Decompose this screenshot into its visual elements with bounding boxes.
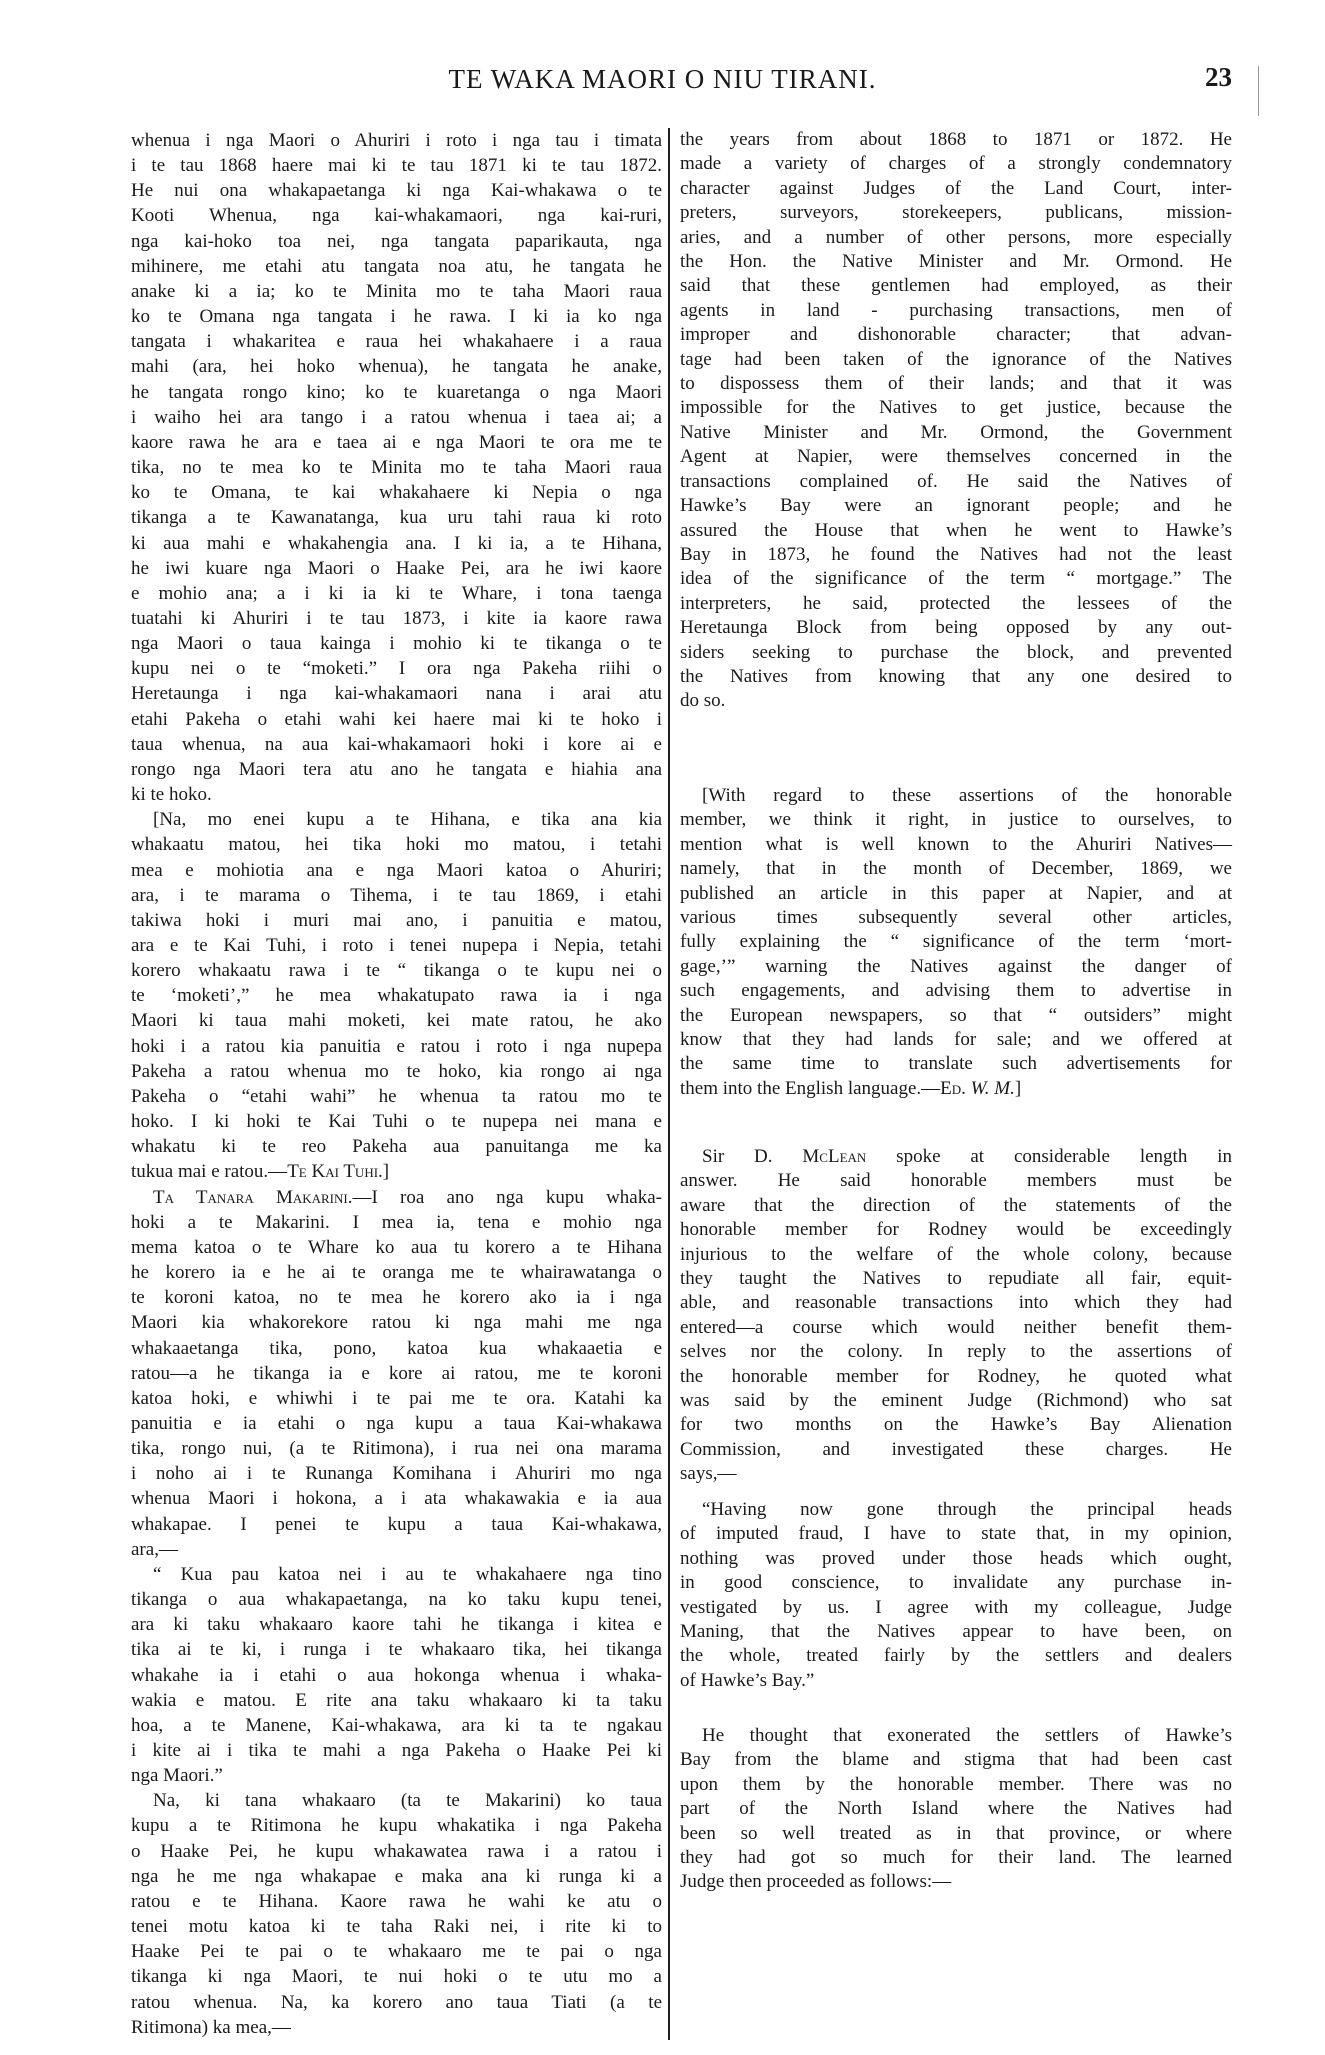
text-line: whakaaetanga tika, pono, katoa kua whakaaetia e bbox=[131, 1337, 662, 1359]
text-line: Hawke’s Bay were an ignorant people; and he bbox=[680, 495, 1232, 517]
text-line: hoki i a ratou kia panuitia e ratou i roto i nga nupepa bbox=[131, 1035, 662, 1057]
text-line: in good conscience, to invalidate any purchase in- bbox=[680, 1572, 1232, 1594]
text-line: was said by the eminent Judge (Richmond) who sat bbox=[680, 1390, 1232, 1412]
text-line: hoki a te Makarini. I mea ia, tena e mohio nga bbox=[131, 1211, 662, 1233]
text-line: fully explaining the “ significance of the term ‘mort- bbox=[680, 931, 1232, 953]
text-line: ko te Omana, te kai whakahaere ki Nepia o nga bbox=[131, 482, 662, 504]
scan-edge-mark bbox=[1258, 66, 1259, 116]
text-line: ara, i te marama o Tihema, i te tau 1869, i etahi bbox=[131, 884, 662, 906]
column-divider bbox=[668, 128, 670, 2040]
text-line: “Having now gone through the principal heads bbox=[702, 1499, 1232, 1520]
text-line: whakaatu matou, hei tika hoki mo matou, i tetahi bbox=[131, 834, 662, 856]
text-line: the Hon. the Native Minister and Mr. Ormond. He bbox=[680, 251, 1232, 273]
text-line: He thought that exonerated the settlers of Hawke’s bbox=[702, 1725, 1232, 1746]
text-line: of Hawke’s Bay.” bbox=[680, 1669, 815, 1691]
text-line: etahi Pakeha o etahi wahi kei haere mai ki te hoko i bbox=[131, 708, 662, 730]
text-line: tikanga a te Kawanatanga, kua uru tahi raua ki roto bbox=[131, 507, 662, 529]
right-paragraph-5 bbox=[680, 1724, 1232, 1895]
text-line: Kooti Whenua, nga kai-whakamaori, nga kai-ruri, bbox=[131, 205, 662, 227]
text-segment: Te Kai Tuhi. bbox=[287, 1161, 383, 1183]
text-line: upon them by the honorable member. There was no bbox=[680, 1773, 1232, 1795]
text-line: part of the North Island where the Natives had bbox=[680, 1798, 1232, 1820]
text-line: Maori kia whakorekore ratou ki nga mahi me nga bbox=[131, 1312, 662, 1334]
text-line: they taught the Natives to repudiate all fair, equit- bbox=[680, 1268, 1232, 1290]
text-line: nga kai-hoko toa nei, nga tangata paparikauta, nga bbox=[131, 230, 662, 252]
text-line: tika, rongo nui, (a te Ritimona), i rua nei ona marama bbox=[131, 1438, 662, 1460]
text-line: says,— bbox=[680, 1463, 737, 1485]
text-line: mihinere, me etahi atu tangata noa atu, he tangata he bbox=[131, 255, 662, 277]
text-line: Pakeha o “etahi wahi” he whenua ta ratou mo te bbox=[131, 1085, 662, 1107]
text-line: Maning, that the Natives appear to have been, on bbox=[680, 1621, 1232, 1643]
text-line: nga he me nga whakapae e maka ana ki runga ki a bbox=[131, 1865, 662, 1887]
text-line: selves nor the colony. In reply to the assertions of bbox=[680, 1341, 1232, 1363]
text-line: hoko. I ki hoki te Kai Tuhi o te nupepa nei mana e bbox=[131, 1111, 662, 1133]
text-line: Agent at Napier, were themselves concerned in the bbox=[680, 446, 1232, 468]
text-line: improper and dishonorable character; that advan- bbox=[680, 324, 1232, 346]
text-line: ara ki taku whakaaro kaore tahi he tikanga i kitea e bbox=[131, 1614, 662, 1636]
text-line: able, and reasonable transactions into which they had bbox=[680, 1292, 1232, 1314]
right-paragraph-1 bbox=[680, 128, 1232, 714]
text-line: tage had been taken of the ignorance of the Natives bbox=[680, 348, 1232, 370]
text-line: Native Minister and Mr. Ormond, the Government bbox=[680, 421, 1232, 443]
text-line: know that they had lands for sale; and we offered at bbox=[680, 1029, 1232, 1051]
text-line: ki te hoko. bbox=[131, 784, 212, 806]
left-column-maori-text bbox=[131, 128, 662, 2040]
text-line: [Na, mo enei kupu a te Hihana, e tika ana kia bbox=[153, 809, 662, 831]
right-paragraph-4 bbox=[680, 1498, 1232, 1693]
text-line: transactions complained of. He said the Natives of bbox=[680, 470, 1232, 492]
text-line: whenua Maori i hokona, a i ata whakawakia e ia aua bbox=[131, 1488, 662, 1510]
text-line: idea of the significance of the term “ mortgage.” The bbox=[680, 568, 1232, 590]
text-line: ratou—a he tikanga ia e kore ai ratou, me te koroni bbox=[131, 1362, 662, 1384]
text-line: the same time to translate such advertisements for bbox=[680, 1053, 1232, 1075]
text-line: ratou whenua. Na, ka korero ano taua Tiati (a te bbox=[131, 1991, 662, 2013]
text-line: answer. He said honorable members must be bbox=[680, 1170, 1232, 1192]
text-line: been so well treated as in that province, or where bbox=[680, 1822, 1232, 1844]
text-line: tika ai te ki, i runga i te whakaaro tika, hei tikanga bbox=[131, 1639, 662, 1661]
text-line: mahi (ara, hei hoko whenua), he tangata he anake, bbox=[131, 356, 662, 378]
text-line: kaore rawa he ara e taea ai e nga Maori te ora me te bbox=[131, 431, 662, 453]
text-line: assured the House that when he went to Hawke’s bbox=[680, 519, 1232, 541]
text-line: nga Maori.” bbox=[131, 1765, 223, 1787]
text-line: ratou e te Hihana. Kaore rawa he wahi ke atu o bbox=[131, 1890, 662, 1912]
text-line: kupu nei o te “moketi.” I ora nga Pakeha riihi o bbox=[131, 658, 662, 680]
text-segment: spoke at considerable length in bbox=[866, 1146, 1232, 1167]
text-line: ki aua mahi e whakahengia ana. I ki ia, a te Hihana, bbox=[131, 532, 662, 554]
text-line: Na, ki tana whakaaro (ta te Makarini) ko taua bbox=[153, 1790, 662, 1812]
text-segment: McLean bbox=[802, 1146, 867, 1167]
text-line: e mohio ana; a i ki ia ki te Whare, i tona taenga bbox=[131, 582, 662, 604]
text-line: ara,— bbox=[131, 1538, 178, 1560]
text-line: Ritimona) ka mea,— bbox=[131, 2016, 291, 2038]
text-line: he korero ia e he ai te oranga me te whairawatanga o bbox=[131, 1262, 662, 1284]
text-line: the European newspapers, so that “ outsiders” might bbox=[680, 1004, 1232, 1026]
text-line: [With regard to these assertions of the honorable bbox=[702, 785, 1232, 806]
text-segment: them into the English language.— bbox=[680, 1077, 941, 1099]
text-line: “ Kua pau katoa nei i au te whakahaere nga tino bbox=[153, 1563, 662, 1585]
text-line: tika, no te mea ko te Minita mo te taha Maori raua bbox=[131, 457, 662, 479]
text-line: Bay in 1873, he found the Natives had not the least bbox=[680, 543, 1232, 565]
text-line: the years from about 1868 to 1871 or 1872. He bbox=[680, 129, 1232, 150]
text-line: said that these gentlemen had employed, as their bbox=[680, 275, 1232, 297]
text-line: Pakeha a ratou whenua mo te hoko, kia rongo ai nga bbox=[131, 1060, 662, 1082]
text-line: Judge then proceeded as follows:— bbox=[680, 1871, 952, 1893]
text-line: o Haake Pei, he kupu whakawatea rawa i a ratou i bbox=[131, 1840, 662, 1862]
text-line: whenua i nga Maori o Ahuriri i roto i nga tau i timata bbox=[131, 130, 662, 151]
text-line: Commission, and investigated these charges. He bbox=[680, 1438, 1232, 1460]
text-line: honorable member for Rodney would be exceedingly bbox=[680, 1219, 1232, 1241]
text-line: whakapae. I penei te kupu a taua Kai-whakawa, bbox=[131, 1513, 662, 1535]
text-line: injurious to the welfare of the whole colony, because bbox=[680, 1243, 1232, 1265]
text-line: they had got so much for their land. The learned bbox=[680, 1847, 1232, 1869]
text-line: ara e te Kai Tuhi, i roto i tenei nupepa i Nepia, tetahi bbox=[131, 935, 662, 956]
text-line: whakahe ia i etahi o aua hokonga whenua i whaka- bbox=[131, 1664, 662, 1686]
text-line: of imputed fraud, I have to state that, in my opinion, bbox=[680, 1523, 1232, 1545]
text-segment: ] bbox=[382, 1161, 390, 1183]
page-number: 23 bbox=[1205, 62, 1232, 92]
text-line: rongo nga Maori tera atu ano he tangata e hiahia ana bbox=[131, 758, 662, 780]
text-line: such engagements, and advising them to advertise in bbox=[680, 980, 1232, 1002]
text-line: whakatu ki te reo Pakeha aua panuitanga me ka bbox=[131, 1136, 662, 1158]
text-line: wakia e matou. E rite ana taku whakaaro ki ta taku bbox=[131, 1689, 662, 1711]
text-line: He nui ona whakapaetanga ki nga Kai-whakawa o te bbox=[131, 180, 662, 202]
text-line: taua whenua, na aua kai-whakamaori hoki i kore ai e bbox=[131, 733, 662, 755]
text-line: aries, and a number of other persons, more especially bbox=[680, 226, 1232, 248]
text-line: hoa, a te Manene, Kai-whakawa, ara ki ta te ngakau bbox=[131, 1714, 662, 1736]
text-line: he tangata rongo kino; ko te kuaretanga o nga Maori bbox=[131, 381, 662, 403]
text-line: tikanga ki nga Maori, te nui hoki o te utu mo a bbox=[131, 1966, 662, 1988]
text-line: tuatahi ki Ahuriri i te tau 1873, i kite ia kaore rawa bbox=[131, 607, 662, 629]
text-segment: —I roa ano nga kupu whaka- bbox=[352, 1186, 662, 1208]
text-line: aware that the direction of the statements of the bbox=[680, 1194, 1232, 1216]
text-line: vestigated by us. I agree with my colleague, Judge bbox=[680, 1596, 1232, 1618]
text-line: takiwa hoki i muri mai ano, i panuitia e matou, bbox=[131, 909, 662, 931]
text-line: i te tau 1868 haere mai ki te tau 1871 ki te tau 1872. bbox=[131, 155, 662, 177]
text-line: member, we think it right, in justice to ourselves, to bbox=[680, 809, 1232, 831]
text-segment: Ed. bbox=[940, 1077, 966, 1099]
text-line: mea e mohiotia ana e nga Maori katoa o Ahuriri; bbox=[131, 859, 662, 881]
text-segment: ] bbox=[1014, 1077, 1022, 1099]
text-line bbox=[131, 1185, 662, 1210]
text-segment: Ta Tanara Makarini. bbox=[153, 1186, 353, 1208]
text-line bbox=[680, 1145, 1232, 1169]
text-line: for two months on the Hawke’s Bay Alienation bbox=[680, 1414, 1232, 1436]
text-line bbox=[131, 1159, 662, 1184]
text-line: preters, surveyors, storekeepers, publicans, mission- bbox=[680, 202, 1232, 224]
text-line: Haake Pei te pai o te whakaaro me te pai o nga bbox=[131, 1941, 662, 1963]
text-line: panuitia e ia etahi o nga kupu a taua Kai-whakawa bbox=[131, 1412, 662, 1434]
text-line: katoa hoki, e whiwhi i te pai me te ora. Katahi ka bbox=[131, 1387, 662, 1409]
text-line: agents in land - purchasing transactions, men of bbox=[680, 299, 1232, 321]
text-line: te ‘moketi’,” he mea whakatupato rawa ia i nga bbox=[131, 985, 662, 1007]
text-line: siders seeking to purchase the block, and prevented bbox=[680, 641, 1232, 663]
text-line: the Natives from knowing that any one desired to bbox=[680, 665, 1232, 687]
text-line: namely, that in the month of December, 1869, we bbox=[680, 858, 1232, 880]
text-line: i noho ai i te Runanga Komihana i Ahuriri mo nga bbox=[131, 1463, 662, 1485]
text-line: the whole, treated fairly by the settlers and dealers bbox=[680, 1645, 1232, 1667]
right-paragraph-3 bbox=[680, 1145, 1232, 1487]
text-segment: Sir D. bbox=[702, 1146, 803, 1167]
text-line: tikanga o aua whakapaetanga, na ko taku kupu tenei, bbox=[131, 1589, 662, 1611]
text-line: Maori ki taua mahi moketi, kei mate ratou, he ako bbox=[131, 1010, 662, 1032]
page-header-title: TE WAKA MAORI O NIU TIRANI. bbox=[448, 64, 877, 94]
text-line: entered—a course which would neither benefit them- bbox=[680, 1316, 1232, 1338]
text-line: tenei motu katoa ki te taha Raki nei, i rite ki to bbox=[131, 1916, 662, 1938]
text-line: various times subsequently several other articles, bbox=[680, 907, 1232, 929]
text-line: nga Maori o taua kainga i mohio ki te tikanga o te bbox=[131, 633, 662, 655]
text-line: ko te Omana nga tangata i he rawa. I ki ia ko nga bbox=[131, 306, 662, 328]
text-line: kupu a te Ritimona he kupu whakatika i nga Pakeha bbox=[131, 1815, 662, 1837]
text-line: Heretaunga i nga kai-whakamaori nana i arai atu bbox=[131, 683, 662, 705]
text-line: anake ki a ia; ko te Minita mo te taha Maori raua bbox=[131, 280, 662, 302]
text-line: made a variety of charges of a strongly condemnatory bbox=[680, 153, 1232, 175]
text-line: character against Judges of the Land Court, inter- bbox=[680, 177, 1232, 199]
text-line: interpreters, he said, protected the lessees of the bbox=[680, 592, 1232, 614]
text-line: gage,’” warning the Natives against the danger of bbox=[680, 955, 1232, 977]
text-line: Bay from the blame and stigma that had been cast bbox=[680, 1749, 1232, 1771]
text-segment: W. M. bbox=[965, 1077, 1015, 1099]
text-line: to dispossess them of their lands; and that it was bbox=[680, 373, 1232, 395]
text-line: mention what is well known to the Ahuriri Natives— bbox=[680, 833, 1232, 855]
text-line: i kite ai i tika te mahi a nga Pakeha o Haake Pei ki bbox=[131, 1740, 662, 1761]
text-line: tangata i whakaritea e raua hei whakahaere i a raua bbox=[131, 331, 662, 353]
text-line: korero whakaatu rawa i te “ tikanga o te kupu nei o bbox=[131, 960, 662, 982]
text-line: Heretaunga Block from being opposed by any out- bbox=[680, 617, 1232, 639]
text-line: nothing was proved under those heads which ought, bbox=[680, 1547, 1232, 1569]
text-segment: tukua mai e ratou.— bbox=[131, 1161, 288, 1183]
text-line bbox=[680, 1077, 1232, 1101]
text-line: i waiho hei ara tango i a ratou whenua i taea ai; a bbox=[131, 406, 662, 428]
text-line: published an article in this paper at Napier, and at bbox=[680, 882, 1232, 904]
text-line: do so. bbox=[680, 690, 726, 712]
text-line: he iwi kuare nga Maori o Haake Pei, ara he iwi kaore bbox=[131, 557, 662, 579]
right-paragraph-2 bbox=[680, 784, 1232, 1101]
text-line: mema katoa o te Whare ko aua tu korero a te Hihana bbox=[131, 1236, 662, 1258]
text-line: the honorable member for Rodney, he quoted what bbox=[680, 1365, 1232, 1387]
text-line: te koroni katoa, no te mea he korero ako ia i nga bbox=[131, 1287, 662, 1309]
text-line: impossible for the Natives to get justice, because the bbox=[680, 397, 1232, 419]
